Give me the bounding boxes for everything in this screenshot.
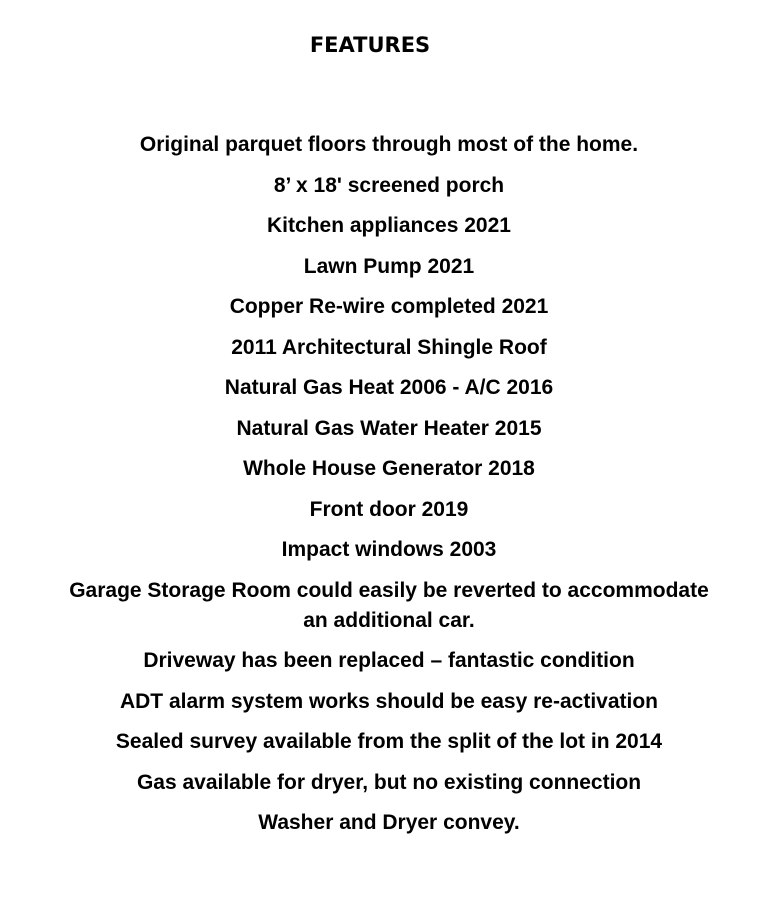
feature-item: ADT alarm system works should be easy re-activation: [119, 689, 659, 713]
feature-item: 2011 Architectural Shingle Roof: [231, 335, 547, 359]
feature-item: Natural Gas Heat 2006 - A/C 2016: [224, 376, 554, 399]
feature-item: Kitchen appliances 2021: [267, 214, 511, 237]
feature-item: Lawn Pump 2021: [303, 254, 475, 278]
feature-item: Garage Storage Room could easily be reverted to accommodate an additional car.: [69, 578, 709, 632]
feature-item: Front door 2019: [309, 497, 469, 521]
feature-item: 8’ x 18' screened porch: [273, 173, 505, 197]
feature-item: Original parquet floors through most of the home.: [139, 133, 639, 156]
feature-item: Whole House Generator 2018: [243, 457, 535, 480]
feature-item: Sealed survey available from the split of the lot in 2014: [115, 730, 663, 753]
feature-item: Washer and Dryer convey.: [258, 811, 520, 834]
feature-item: Impact windows 2003: [281, 538, 497, 561]
page-title: FEATURES: [309, 33, 431, 57]
features-list: [0, 130, 778, 849]
feature-item: Natural Gas Water Heater 2015: [236, 416, 542, 440]
feature-item: Driveway has been replaced – fantastic condition: [143, 649, 635, 672]
feature-item: Gas available for dryer, but no existing connection: [136, 770, 642, 794]
feature-item: Copper Re-wire completed 2021: [229, 295, 549, 318]
